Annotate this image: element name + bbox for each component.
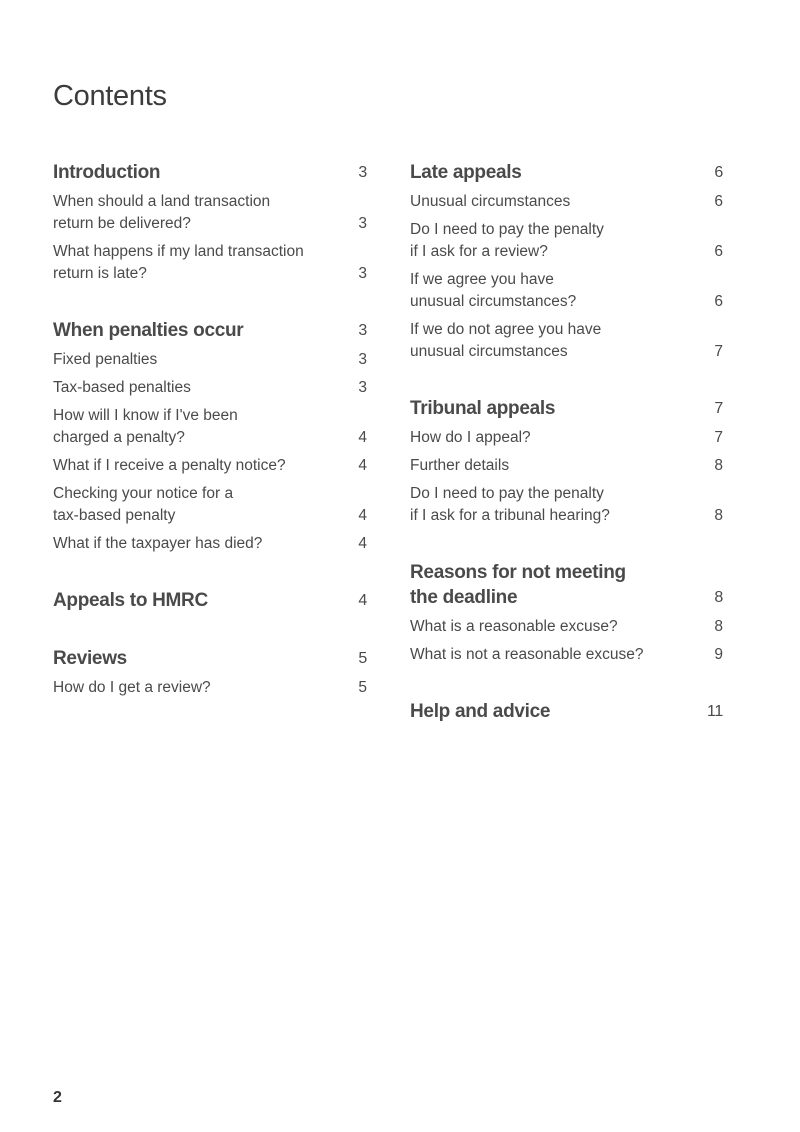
- toc-entry[interactable]: [410, 483, 723, 527]
- toc-section-tribunal-appeals: [410, 396, 723, 527]
- toc-entry[interactable]: [410, 616, 723, 638]
- toc-entry-page: 4: [358, 429, 367, 446]
- toc-left-column: [53, 160, 367, 699]
- toc-entry-page: 8: [714, 457, 723, 474]
- toc-entry-page: 5: [358, 679, 367, 696]
- toc-heading-row[interactable]: [53, 318, 367, 343]
- toc-entry-page: 7: [714, 429, 723, 446]
- toc-heading-label: Appeals to HMRC: [53, 590, 208, 611]
- toc-heading-page: 4: [358, 592, 367, 609]
- toc-heading-page: 3: [358, 164, 367, 181]
- toc-entry[interactable]: [410, 219, 723, 263]
- toc-heading-row[interactable]: [410, 699, 723, 724]
- toc-heading-row[interactable]: [410, 160, 723, 185]
- toc-entry[interactable]: [53, 483, 367, 527]
- page-title: Contents: [53, 80, 167, 112]
- toc-entry-page: 7: [714, 343, 723, 360]
- toc-heading-row[interactable]: [53, 646, 367, 671]
- toc-entry-label: What if I receive a penalty notice?: [53, 457, 286, 474]
- toc-entry-label: Fixed penalties: [53, 351, 158, 368]
- toc-heading-page: 6: [714, 164, 723, 181]
- toc-entry-label: How do I get a review?: [53, 679, 211, 696]
- toc-heading-label: Introduction: [53, 162, 161, 183]
- toc-entry[interactable]: [53, 241, 367, 285]
- toc-heading-page: 5: [358, 650, 367, 667]
- toc-heading-label: Late appeals: [410, 162, 522, 183]
- toc-entry-label: Further details: [410, 457, 510, 474]
- toc-heading-label: Reasons for not meeting the deadline: [410, 562, 626, 608]
- toc-entry-label: How do I appeal?: [410, 429, 531, 446]
- toc-entry[interactable]: [53, 349, 367, 371]
- toc-entry-label: Checking your notice for a tax-based penalty: [53, 485, 234, 524]
- toc-section-introduction: [53, 160, 367, 285]
- toc-heading-row[interactable]: [53, 160, 367, 185]
- toc-entry-page: 8: [714, 507, 723, 524]
- toc-heading-label: Reviews: [53, 648, 127, 669]
- toc-entry-label: When should a land transaction return be delivered?: [53, 193, 271, 232]
- toc-section-help-and-advice: [410, 699, 723, 724]
- toc-entry-label: Do I need to pay the penalty if I ask for a tribunal hearing?: [410, 485, 610, 524]
- toc-heading-page: 3: [358, 322, 367, 339]
- toc-section-reasons-for-not-meeting-the-deadline: [410, 560, 723, 666]
- toc-entry-page: 8: [714, 618, 723, 635]
- toc-section-when-penalties-occur: [53, 318, 367, 555]
- toc-heading-row[interactable]: [410, 560, 723, 610]
- toc-entry[interactable]: [410, 191, 723, 213]
- toc-entry[interactable]: [410, 455, 723, 477]
- toc-entry-page: 4: [358, 507, 367, 524]
- toc-entry[interactable]: [53, 677, 367, 699]
- toc-entry-page: 3: [358, 215, 367, 232]
- toc-section-late-appeals: [410, 160, 723, 363]
- toc-entry[interactable]: [410, 427, 723, 449]
- toc-entry-page: 9: [714, 646, 723, 663]
- toc-section-appeals-to-hmrc: [53, 588, 367, 613]
- toc-heading-row[interactable]: [53, 588, 367, 613]
- toc-entry-page: 6: [714, 193, 723, 210]
- toc-heading-page: 8: [714, 589, 723, 606]
- toc-entry[interactable]: [410, 319, 723, 363]
- toc-entry-label: Do I need to pay the penalty if I ask for a review?: [410, 221, 604, 260]
- toc-entry-label: If we agree you have unusual circumstances?: [410, 271, 577, 310]
- toc-entry-label: How will I know if I've been charged a penalty?: [53, 407, 238, 446]
- toc-entry[interactable]: [53, 377, 367, 399]
- toc-entry-page: 6: [714, 243, 723, 260]
- toc-entry-label: Unusual circumstances: [410, 193, 571, 210]
- toc-entry-label: If we do not agree you have unusual circumstances: [410, 321, 602, 360]
- toc-entry[interactable]: [410, 269, 723, 313]
- toc-heading-label: Help and advice: [410, 701, 551, 722]
- toc-entry-label: What is not a reasonable excuse?: [410, 646, 644, 663]
- toc-entry-page: 4: [358, 457, 367, 474]
- toc-heading-page: 7: [714, 400, 723, 417]
- toc-entry-page: 4: [358, 535, 367, 552]
- toc-entry-label: What happens if my land transaction return is late?: [53, 243, 304, 282]
- toc-entry-label: What is a reasonable excuse?: [410, 618, 618, 635]
- toc-entry[interactable]: [53, 533, 367, 555]
- toc-entry-page: 3: [358, 265, 367, 282]
- toc-right-column: [410, 160, 723, 724]
- toc-entry[interactable]: [53, 405, 367, 449]
- page-number: 2: [53, 1089, 62, 1106]
- toc-entry[interactable]: [53, 455, 367, 477]
- toc-section-reviews: [53, 646, 367, 699]
- toc-heading-label: Tribunal appeals: [410, 398, 556, 419]
- toc-heading-row[interactable]: [410, 396, 723, 421]
- toc-heading-label: When penalties occur: [53, 320, 244, 341]
- toc-entry[interactable]: [53, 191, 367, 235]
- toc-entry-page: 3: [358, 379, 367, 396]
- toc-entry-label: Tax-based penalties: [53, 379, 191, 396]
- toc-heading-page: 11: [706, 703, 723, 720]
- toc-entry-page: 6: [714, 293, 723, 310]
- toc-entry-page: 3: [358, 351, 367, 368]
- toc-entry-label: What if the taxpayer has died?: [53, 535, 263, 552]
- toc-entry[interactable]: [410, 644, 723, 666]
